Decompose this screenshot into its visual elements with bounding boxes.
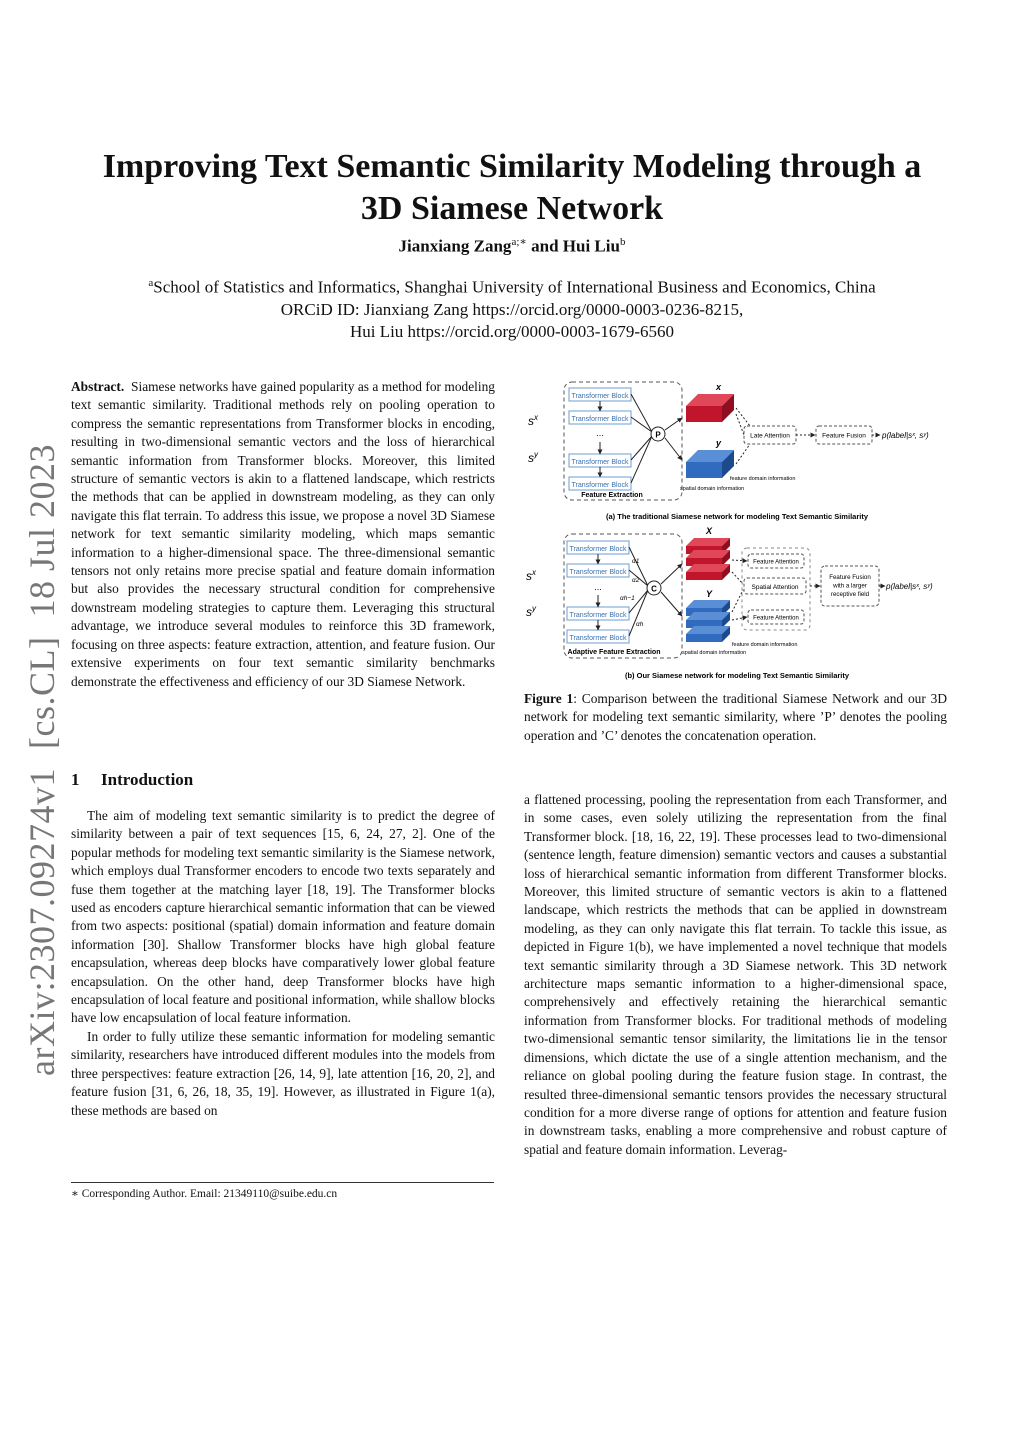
concat-node-label: C (651, 584, 657, 594)
sx-label-b: $s^x$ (526, 568, 536, 583)
output-b: p(label|sˣ, sʸ) (886, 582, 933, 591)
dots: ... (596, 428, 604, 438)
transformer-blocks-b (567, 541, 629, 643)
transformer-block-label: Transformer Block (571, 416, 629, 423)
affil-line-1: School of Statistics and Informatics, Shanghai University of International Business and Economics, China (153, 277, 876, 297)
author-1: Jianxiang Zang (398, 236, 512, 256)
arxiv-stamp (10, 444, 70, 1076)
author-1-affil: a;∗ (511, 236, 527, 248)
arxiv-id: arXiv:2307.09274v1 [cs.CL] 18 Jul 2023 (22, 444, 62, 1076)
author-conj: and (526, 236, 563, 256)
affil-sup: a (148, 277, 154, 289)
feature-domain-info-a: feature domain information (730, 476, 796, 482)
feature-domain-info-b: feature domain information (732, 642, 798, 648)
output-a: p(label|sˣ, sʸ) (882, 431, 929, 440)
dots: ... (594, 582, 602, 592)
intro-right-column (524, 791, 947, 1159)
semantic-vector-x (686, 394, 734, 422)
semantic-tensor-x (686, 538, 730, 580)
paper-title (60, 146, 964, 230)
title-line-1: Improving Text Semantic Similarity Modeling through a (102, 148, 922, 185)
footnote-rule (71, 1182, 494, 1183)
intro-left-column (71, 807, 495, 1120)
author-2-affil: b (619, 236, 626, 248)
feature-attention-label-2: Feature Attention (753, 615, 799, 622)
section-number: 1 (71, 770, 80, 789)
figure-label: Figure 1 (524, 691, 574, 706)
sy-label-b: $s^y$ (526, 604, 536, 619)
y-label: y (716, 438, 722, 448)
late-attention-label: Late Attention (750, 432, 790, 440)
figure-caption (524, 690, 947, 745)
affiliations (60, 272, 964, 343)
feature-fusion-larger-line3: receptive field (830, 591, 870, 598)
footnote: ∗ Corresponding Author. Email: 21349110@suibe.edu.cn (71, 1188, 338, 1200)
intro-paragraph-3: a flattened processing, pooling the representation from each Transformer, and in some cases, even solely utilizing the representation from the final Transformer block. [18, 16, 22, 19]. These processes lead to two-dimensional (sentence length, feature dimension) semantic vectors and causes a substantial loss of hierarchical semantic information from different Transformer blocks. Moreover, this limited structure of semantic vectors is akin to a flattened landscape, which restricts the methods that can be applied in downstream modeling, as they can only navigate this flat terrain. To tackle this issue, as depicted in Figure 1(b), we have implemented a novel technique that models text semantic similarity through a 3D Siamese network. This 3D network architecture maps semantic information to a higher-dimensional space, comprehensively and effectively retaining the hierarchical semantic information from Transformer blocks. For traditional methods of modeling two-dimensional semantic tensor similarity, the limitations lie in the tensor dimensions, which dictate the use of a single attention mechanism, and the reliance on global pooling during the feature fusion stage. In contrast, the resulted three-dimensional semantic tensors provides the necessary structural condition for a more diverse range of options for attention and feature fusion in downstream tasks, enabling a more comprehensive and robust capture of spatial and feature domain information. Leverag- (524, 792, 947, 1157)
feature-extraction-label: Feature Extraction (581, 492, 643, 499)
alpha-h: αh (636, 621, 644, 628)
X-label: X (706, 526, 713, 536)
transformer-block-label: Transformer Block (571, 459, 629, 466)
section-title: Introduction (101, 770, 194, 789)
authors (60, 235, 964, 257)
feature-fusion-larger-line2: with a larger (833, 582, 867, 590)
intro-paragraph-2: In order to fully utilize these semantic information for modeling semantic similarity, researchers have introduced different modules into the models from three perspectives: feature extraction [26, 14, 9], late attention [16, 20, 2], and feature fusion [31, 6, 26, 18, 35, 19]. However, as illustrated in Figure 1(a), these methods are based on (71, 1028, 495, 1118)
title-line-2: 3D Siamese Network (360, 190, 664, 227)
section-heading (71, 770, 495, 790)
Y-label: Y (706, 589, 713, 599)
transformer-block-label: Transformer Block (569, 612, 627, 619)
adaptive-feature-extraction-label: Adaptive Feature Extraction (567, 649, 661, 656)
pooling-node-label: P (655, 430, 661, 440)
author-2: Hui Liu (562, 236, 620, 256)
intro-paragraph-1: The aim of modeling text semantic similarity is to predict the degree of similarity between a pair of text sequences [15, 6, 24, 27, 2]. One of the popular methods for modeling text semantic similarity is the Siamese network, which employs dual Transformer encoders to encode two texts separately and fuse them together at the matching layer [18, 19]. The Transformer blocks used as encoders capture hierarchical semantic information that can be viewed from two aspects: positional (spatial) domain information and feature domain information [30]. Shallow Transformer blocks have high global feature encapsulation, whereas deep blocks have comparatively lower global feature encapsulation. On the other hand, deep Transformer blocks have high encapsulation of local feature and positional information, while shallow blocks have low encapsulation of local feature information. (71, 808, 495, 1026)
sy-label: $s^y$ (528, 450, 538, 465)
semantic-vector-y (686, 450, 734, 478)
abstract (71, 378, 495, 691)
sx-label: $s^x$ (528, 413, 538, 428)
caption-a: (a) The traditional Siamese network for modeling Text Semantic Similarity (605, 512, 869, 521)
affil-line-2: ORCiD ID: Jianxiang Zang https://orcid.org/0000-0003-0236-8215, (280, 299, 744, 319)
spatial-attention-label: Spatial Attention (751, 584, 799, 591)
spatial-domain-info-a: spatial domain information (680, 486, 745, 492)
figure-1 (522, 380, 952, 684)
alpha-h-1: αh−1 (620, 595, 635, 602)
abstract-text: Siamese networks have gained popularity as a method for modeling text semantic similarity. Traditional methods rely on pooling operation to compress the semantic representations from Transformer blocks in encoding, resulting in two-dimensional semantic vectors and the loss of hierarchical semantic information from Transformer blocks. Moreover, this limited structure of semantic vectors is akin to a flattened landscape, which restricts the methods that can be applied in downstream modeling, as they can only navigate this flat terrain. To address this issue, we propose a novel 3D Siamese network for text semantic similarity modeling, which maps semantic information to a higher-dimensional space. The three-dimensional semantic tensors not only retains more precise spatial and feature domain information but also provides the necessary structural condition for comprehensive downstream modeling strategies to capture them. Leveraging this structural advantage, we introduce several modules to reinforce this 3D framework, focusing on three aspects: feature extraction, attention, and feature fusion. Our extensive experiments on four text semantic similarity benchmarks demonstrate the effectiveness and efficiency of our 3D Siamese Network. (71, 379, 495, 689)
alpha-2: α2 (632, 577, 640, 584)
figure-caption-text: : Comparison between the traditional Siamese Network and our 3D network for modeling text semantic similarity, where ’P’ denotes the pooling operation and ’C’ denotes the concatenation operation. (524, 691, 947, 743)
caption-b: (b) Our Siamese network for modeling Text Semantic Similarity (624, 671, 850, 680)
feature-attention-label-1: Feature Attention (753, 559, 799, 566)
semantic-tensor-y (686, 600, 730, 642)
abstract-label: Abstract. (71, 379, 125, 394)
transformer-blocks-a (569, 388, 631, 490)
x-label: x (716, 382, 722, 392)
transformer-block-label: Transformer Block (569, 569, 627, 576)
transformer-block-label: Transformer Block (571, 482, 629, 489)
transformer-block-label: Transformer Block (569, 546, 627, 553)
transformer-block-label: Transformer Block (571, 393, 629, 400)
alpha-1: α1 (632, 558, 640, 565)
feature-fusion-label: Feature Fusion (822, 432, 866, 440)
transformer-block-label: Transformer Block (569, 635, 627, 642)
affil-line-3: Hui Liu https://orcid.org/0000-0003-1679-6560 (349, 321, 675, 341)
spatial-domain-info-b: spatial domain information (682, 650, 747, 656)
feature-fusion-larger-line1: Feature Fusion (829, 574, 871, 581)
